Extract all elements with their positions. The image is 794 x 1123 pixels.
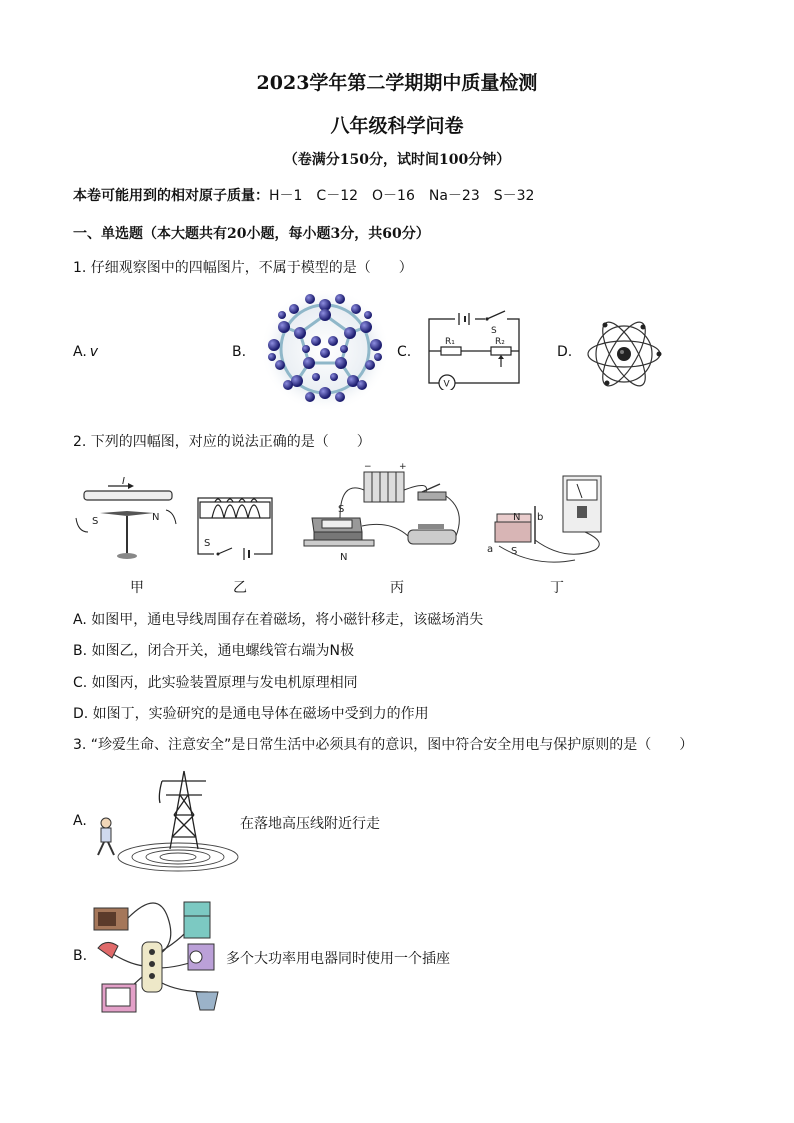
circuit-diagram — [425, 305, 525, 390]
q3-stem: 3. “珍爱生命、注意安全”是日常生活中必须具有的意识，图中符合安全用电与保护原则的是（ ） — [73, 737, 694, 753]
exam-title: 2023学年第二学期期中质量检测 — [256, 72, 538, 94]
battery-minus-label: − — [364, 462, 372, 472]
figure-ding-induction-experiment — [485, 470, 615, 570]
ding-b-label: b — [537, 512, 544, 523]
q1-option-b-letter: B. — [232, 344, 247, 360]
q1-option-d-letter: D. — [557, 344, 573, 360]
q2-option-a: A. 如图甲，通电导线周围存在着磁场，将小磁针移走，该磁场消失 — [73, 612, 484, 628]
q1-option-a-text: v — [89, 344, 99, 360]
rheostat-r2 — [491, 347, 511, 355]
q3-option-b-text: 多个大功率用电器同时使用一个插座 — [226, 951, 450, 967]
figure-jia-compass-wire — [72, 476, 182, 571]
caption-yi: 乙 — [233, 580, 247, 596]
exam-subtitle: 八年级科学问卷 — [330, 115, 464, 137]
q3-option-a-letter: A. — [73, 813, 87, 829]
caption-bing: 丙 — [390, 580, 404, 596]
ding-n-label: N — [513, 512, 521, 523]
overloaded-socket-image — [88, 888, 233, 1023]
q3-option-a-text: 在落地高压线附近行走 — [240, 816, 380, 832]
atomic-masses — [73, 185, 534, 205]
q2-option-d: D. 如图丁，实验研究的是通电导体在磁场中受到力的作用 — [73, 706, 429, 722]
atomic-masses-label: 本卷可能用到的相对原子质量： — [73, 188, 269, 204]
fullerene-molecule-image — [258, 285, 393, 415]
q1-option-c-letter: C. — [397, 344, 412, 360]
jia-n-label: N — [152, 512, 160, 523]
bing-s-label: S — [338, 504, 345, 515]
exam-note: （卷满分150分，试时间100分钟） — [283, 152, 511, 168]
q3-option-b-letter: B. — [73, 948, 88, 964]
battery-plus-label: + — [399, 462, 407, 472]
q1-option-a-letter: A. — [73, 344, 87, 360]
q2-option-b: B. 如图乙，闭合开关，通电螺线管右端为N极 — [73, 643, 354, 659]
section-heading: 一、单选题（本大题共有20小题，每小题3分，共60分） — [73, 226, 430, 242]
jia-s-label: S — [92, 516, 99, 527]
figure-yi-solenoid — [192, 488, 280, 563]
q2-stem: 2. 下列的四幅图，对应的说法正确的是（ ） — [73, 434, 371, 450]
rheostat-r2-label: R₂ — [495, 337, 505, 347]
caption-ding: 丁 — [550, 580, 564, 596]
atom-model-image — [585, 315, 663, 393]
bing-n-label: N — [340, 552, 348, 563]
figure-bing-generator-experiment — [300, 460, 470, 570]
switch-label: S — [491, 326, 497, 336]
resistor-r1-label: R₁ — [445, 337, 455, 347]
atomic-masses-values: H－1 C－12 O－16 Na－23 S－32 — [269, 188, 535, 204]
resistor-r1 — [441, 347, 461, 355]
voltmeter-label: V — [443, 379, 450, 390]
current-label: I — [122, 476, 125, 487]
high-voltage-tower-image — [88, 765, 243, 877]
q1-option-a — [73, 344, 98, 360]
ding-s-label: S — [511, 546, 518, 557]
yi-switch-label: S — [204, 538, 211, 549]
caption-jia: 甲 — [130, 580, 144, 596]
q2-option-c: C. 如图丙，此实验装置原理与发电机原理相同 — [73, 675, 358, 691]
ding-a-label: a — [487, 544, 494, 555]
q1-stem: 1. 仔细观察图中的四幅图片，不属于模型的是（ ） — [73, 260, 413, 276]
